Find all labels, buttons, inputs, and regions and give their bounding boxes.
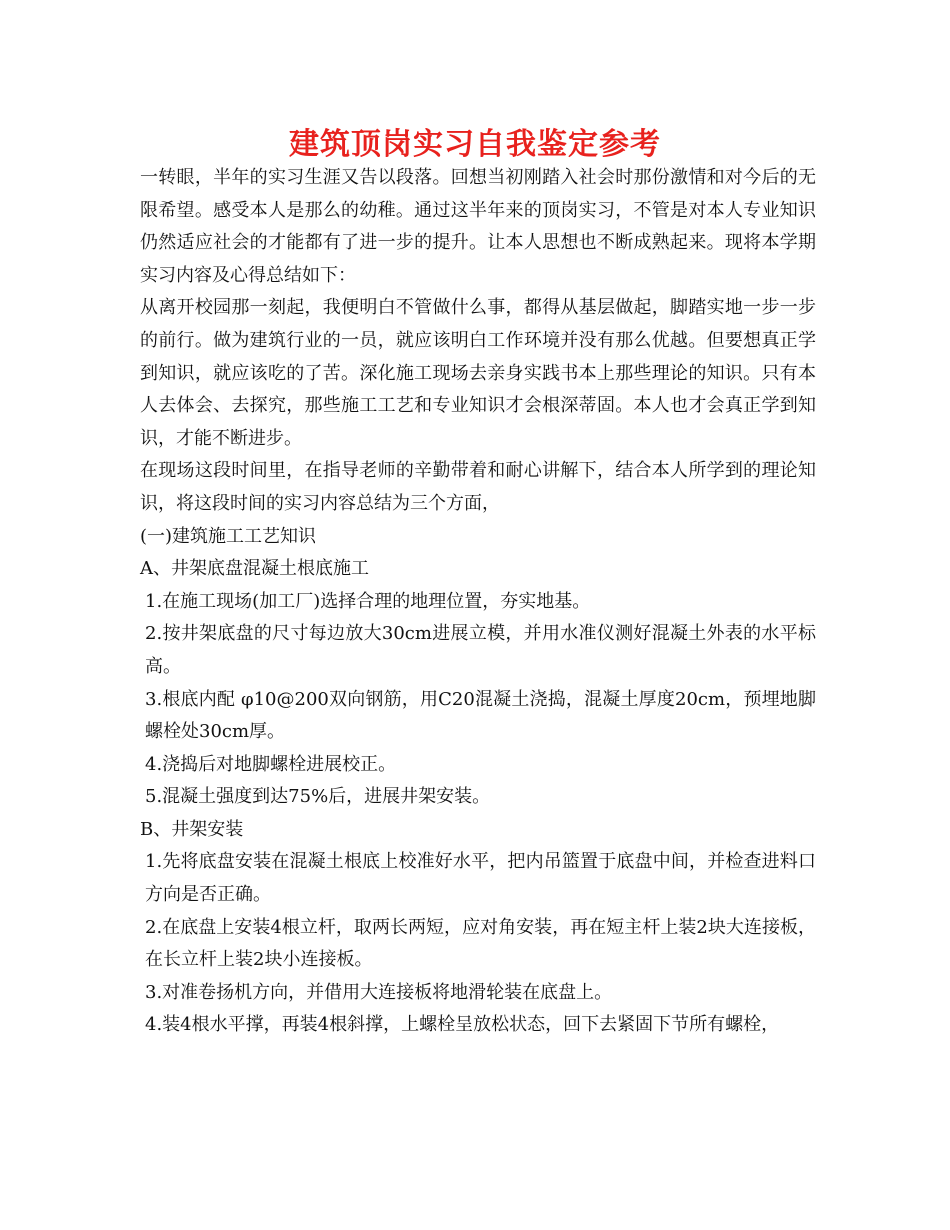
- list-item: 3.根底内配 φ10@200双向钢筋，用C20混凝土浇捣，混凝土厚度20cm，预埋地脚螺栓处30cm厚。: [145, 688, 816, 743]
- document-title: 建筑顶岗实习自我鉴定参考: [289, 127, 661, 162]
- list-item: 5.混凝土强度到达75%后，进展井架安装。: [145, 786, 491, 808]
- list-item: 3.对准卷扬机方向，并借用大连接板将地滑轮装在底盘上。: [145, 981, 613, 1003]
- list-item: 1.在施工现场(加工厂)选择合理的地理位置，夯实地基。: [145, 590, 591, 612]
- list-item: 4.浇捣后对地脚螺栓进展校正。: [145, 753, 397, 775]
- list-item: 2.按井架底盘的尺寸每边放大30cm进展立模，并用水准仪测好混凝土外表的水平标高。: [145, 623, 816, 677]
- subsection-heading-b: B、井架安装: [140, 818, 244, 840]
- paragraph-intro: 一转眼，半年的实习生涯又告以段落。回想当初刚踏入社会时那份激情和对今后的无限希望。感受本人是那么的幼稚。通过这半年来的顶岗实习，不管是对本人专业知识仍然适应社会的才能都有了进一步的提升。让本人思想也不断成熟起来。现将本学期实习内容及心得总结如下：: [140, 167, 816, 286]
- document-body: [140, 162, 816, 1042]
- paragraph-summary: 在现场这段时间里，在指导老师的辛勤带着和耐心讲解下，结合本人所学到的理论知识，将这段时间的实习内容总结为三个方面，: [140, 460, 816, 514]
- list-item: 4.装4根水平撑，再装4根斜撑，上螺栓呈放松状态，回下去紧固下节所有螺栓，: [145, 1014, 780, 1036]
- subsection-heading-a: A、井架底盘混凝土根底施工: [140, 558, 369, 580]
- list-item: 1.先将底盘安装在混凝土根底上校准好水平，把内吊篮置于底盘中间，并检查进料口方向是否正确。: [145, 851, 816, 906]
- list-item: 2.在底盘上安装4根立杆，取两长两短，应对角安装，再在短主杆上装2块大连接板，在长立杆上装2块小连接板。: [145, 916, 816, 971]
- paragraph-grassroots: 从离开校园那一刻起，我便明白不管做什么事，都得从基层做起，脚踏实地一步一步的前行。做为建筑行业的一员，就应该明白工作环境并没有那么优越。但要想真正学到知识，就应该吃的了苦。深化施工现场去亲身实践书本上那些理论的知识。只有本人去体会、去探究，那些施工工艺和专业知识才会根深蒂固。本人也才会真正学到知识，才能不断进步。: [140, 297, 816, 449]
- section-heading: (一)建筑施工工艺知识: [140, 525, 317, 547]
